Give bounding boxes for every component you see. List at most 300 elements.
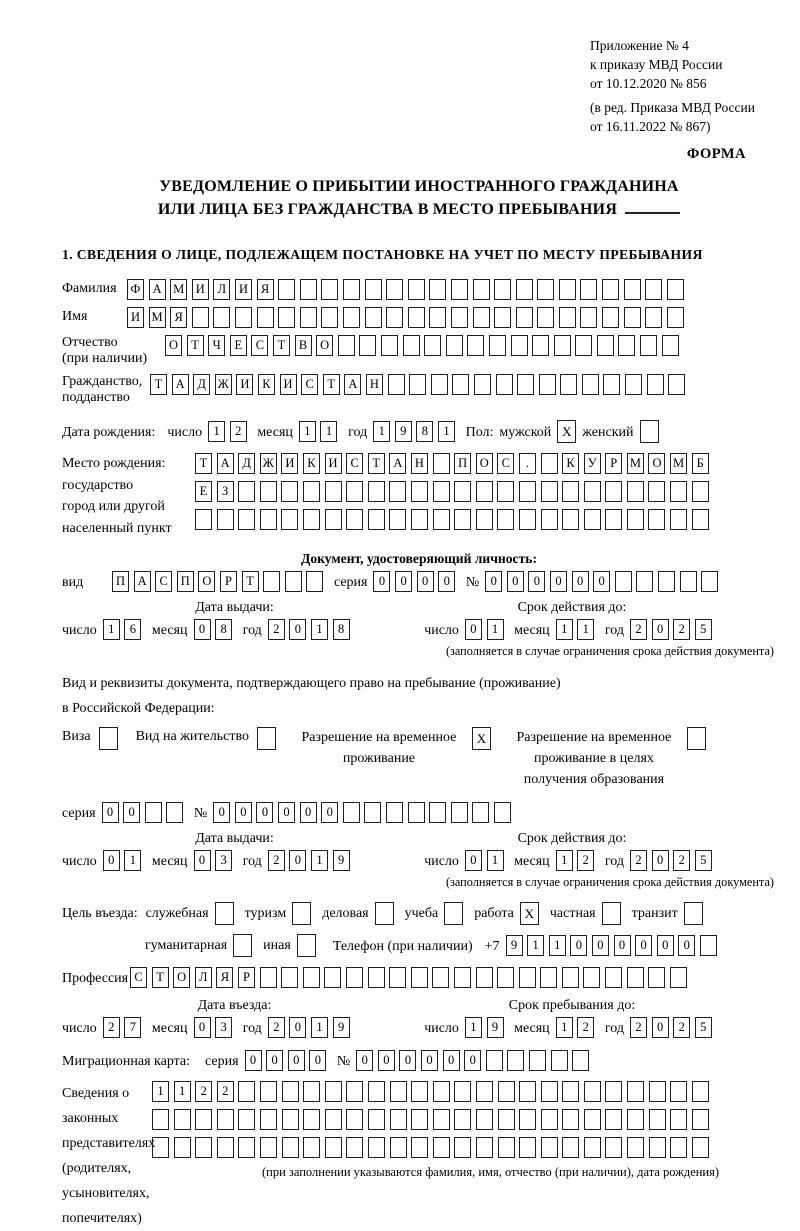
char-cell[interactable]: 0: [507, 571, 524, 592]
char-cell[interactable]: [433, 1109, 450, 1130]
char-cell[interactable]: [238, 1081, 255, 1102]
char-cell[interactable]: 1: [311, 619, 328, 640]
char-cell[interactable]: [692, 1109, 709, 1130]
char-cell[interactable]: [260, 1109, 277, 1130]
char-cell[interactable]: А: [389, 453, 406, 474]
char-cell[interactable]: [473, 307, 490, 328]
char-cell[interactable]: А: [149, 279, 166, 300]
char-cell[interactable]: [615, 571, 632, 592]
sex-male-checkbox[interactable]: X: [557, 420, 576, 443]
char-cell[interactable]: [195, 509, 212, 530]
char-cell[interactable]: [390, 1081, 407, 1102]
char-cell[interactable]: [346, 481, 363, 502]
char-cell[interactable]: Д: [238, 453, 255, 474]
char-cell[interactable]: [303, 509, 320, 530]
char-cell[interactable]: 2: [673, 850, 690, 871]
char-cell[interactable]: 1: [124, 850, 141, 871]
char-cell[interactable]: К: [562, 453, 579, 474]
char-cell[interactable]: 9: [487, 1017, 504, 1038]
char-cell[interactable]: С: [155, 571, 172, 592]
char-cell[interactable]: [618, 335, 635, 356]
char-cell[interactable]: 9: [333, 1017, 350, 1038]
char-cell[interactable]: Т: [368, 453, 385, 474]
char-cell[interactable]: [494, 802, 511, 823]
char-cell[interactable]: 5: [695, 850, 712, 871]
char-cell[interactable]: 0: [395, 571, 412, 592]
char-cell[interactable]: [541, 481, 558, 502]
char-cell[interactable]: [454, 1109, 471, 1130]
char-cell[interactable]: [605, 1109, 622, 1130]
char-cell[interactable]: [519, 1137, 536, 1158]
char-cell[interactable]: 0: [443, 1050, 460, 1071]
char-cell[interactable]: 0: [288, 1050, 305, 1071]
char-cell[interactable]: А: [134, 571, 151, 592]
char-cell[interactable]: [572, 1050, 589, 1071]
sex-female-checkbox[interactable]: [640, 420, 659, 443]
char-cell[interactable]: М: [149, 307, 166, 328]
char-cell[interactable]: [152, 1137, 169, 1158]
char-cell[interactable]: [411, 509, 428, 530]
char-cell[interactable]: [575, 335, 592, 356]
char-cell[interactable]: [411, 1109, 428, 1130]
char-cell[interactable]: [584, 1081, 601, 1102]
char-cell[interactable]: [529, 1050, 546, 1071]
char-cell[interactable]: [627, 1137, 644, 1158]
char-cell[interactable]: 0: [464, 1050, 481, 1071]
char-cell[interactable]: [645, 279, 662, 300]
char-cell[interactable]: 0: [652, 850, 669, 871]
char-cell[interactable]: [260, 1081, 277, 1102]
char-cell[interactable]: [454, 481, 471, 502]
char-cell[interactable]: [257, 307, 274, 328]
char-cell[interactable]: [429, 802, 446, 823]
char-cell[interactable]: О: [476, 453, 493, 474]
char-cell[interactable]: [692, 1137, 709, 1158]
char-cell[interactable]: [476, 967, 493, 988]
char-cell[interactable]: 2: [217, 1081, 234, 1102]
char-cell[interactable]: [390, 1137, 407, 1158]
char-cell[interactable]: [408, 279, 425, 300]
char-cell[interactable]: [368, 1081, 385, 1102]
char-cell[interactable]: 0: [465, 850, 482, 871]
char-cell[interactable]: Я: [170, 307, 187, 328]
char-cell[interactable]: [386, 307, 403, 328]
char-cell[interactable]: [494, 307, 511, 328]
char-cell[interactable]: [562, 1137, 579, 1158]
char-cell[interactable]: 8: [416, 421, 433, 442]
char-cell[interactable]: [649, 1109, 666, 1130]
char-cell[interactable]: [433, 481, 450, 502]
char-cell[interactable]: [300, 307, 317, 328]
char-cell[interactable]: А: [172, 374, 189, 395]
char-cell[interactable]: И: [280, 374, 297, 395]
char-cell[interactable]: [539, 374, 556, 395]
char-cell[interactable]: 0: [614, 935, 631, 956]
char-cell[interactable]: [627, 967, 644, 988]
char-cell[interactable]: И: [235, 279, 252, 300]
char-cell[interactable]: [667, 279, 684, 300]
char-cell[interactable]: [602, 307, 619, 328]
char-cell[interactable]: 0: [678, 935, 695, 956]
char-cell[interactable]: [489, 335, 506, 356]
char-cell[interactable]: [494, 279, 511, 300]
char-cell[interactable]: [497, 509, 514, 530]
char-cell[interactable]: [451, 279, 468, 300]
char-cell[interactable]: [582, 374, 599, 395]
char-cell[interactable]: [519, 509, 536, 530]
char-cell[interactable]: 0: [550, 571, 567, 592]
char-cell[interactable]: Т: [242, 571, 259, 592]
char-cell[interactable]: [454, 1137, 471, 1158]
char-cell[interactable]: Д: [193, 374, 210, 395]
char-cell[interactable]: И: [127, 307, 144, 328]
char-cell[interactable]: [647, 374, 664, 395]
char-cell[interactable]: [217, 509, 234, 530]
char-cell[interactable]: 0: [652, 1017, 669, 1038]
char-cell[interactable]: [365, 279, 382, 300]
char-cell[interactable]: [517, 374, 534, 395]
char-cell[interactable]: [213, 307, 230, 328]
char-cell[interactable]: 0: [356, 1050, 373, 1071]
char-cell[interactable]: [429, 307, 446, 328]
char-cell[interactable]: [424, 335, 441, 356]
char-cell[interactable]: [519, 967, 536, 988]
char-cell[interactable]: [516, 307, 533, 328]
char-cell[interactable]: 0: [373, 571, 390, 592]
char-cell[interactable]: [498, 1081, 515, 1102]
char-cell[interactable]: [411, 481, 428, 502]
char-cell[interactable]: [303, 1081, 320, 1102]
char-cell[interactable]: [560, 374, 577, 395]
purpose-tourism-checkbox[interactable]: [292, 902, 311, 925]
char-cell[interactable]: [452, 374, 469, 395]
char-cell[interactable]: 2: [630, 850, 647, 871]
char-cell[interactable]: 0: [235, 802, 252, 823]
char-cell[interactable]: 0: [102, 802, 119, 823]
char-cell[interactable]: [605, 481, 622, 502]
char-cell[interactable]: [346, 509, 363, 530]
char-cell[interactable]: [507, 1050, 524, 1071]
char-cell[interactable]: [627, 509, 644, 530]
char-cell[interactable]: 1: [299, 421, 316, 442]
char-cell[interactable]: [496, 374, 513, 395]
char-cell[interactable]: С: [251, 335, 268, 356]
char-cell[interactable]: Ф: [127, 279, 144, 300]
char-cell[interactable]: 1: [320, 421, 337, 442]
char-cell[interactable]: [321, 307, 338, 328]
char-cell[interactable]: [476, 1081, 493, 1102]
purpose-private-checkbox[interactable]: [602, 902, 621, 925]
char-cell[interactable]: 0: [438, 571, 455, 592]
char-cell[interactable]: [260, 1137, 277, 1158]
char-cell[interactable]: [648, 967, 665, 988]
char-cell[interactable]: [532, 335, 549, 356]
char-cell[interactable]: 2: [103, 1017, 120, 1038]
char-cell[interactable]: [278, 307, 295, 328]
char-cell[interactable]: Б: [692, 453, 709, 474]
char-cell[interactable]: Я: [216, 967, 233, 988]
char-cell[interactable]: 0: [528, 571, 545, 592]
purpose-business-checkbox[interactable]: [375, 902, 394, 925]
purpose-humanitarian-checkbox[interactable]: [233, 934, 252, 957]
char-cell[interactable]: 0: [213, 802, 230, 823]
char-cell[interactable]: Р: [220, 571, 237, 592]
char-cell[interactable]: С: [130, 967, 147, 988]
char-cell[interactable]: 8: [215, 619, 232, 640]
char-cell[interactable]: 7: [124, 1017, 141, 1038]
char-cell[interactable]: П: [112, 571, 129, 592]
char-cell[interactable]: [433, 453, 450, 474]
char-cell[interactable]: [516, 279, 533, 300]
char-cell[interactable]: Р: [238, 967, 255, 988]
char-cell[interactable]: 1: [152, 1081, 169, 1102]
char-cell[interactable]: С: [497, 453, 514, 474]
char-cell[interactable]: И: [325, 453, 342, 474]
char-cell[interactable]: [658, 571, 675, 592]
char-cell[interactable]: [381, 335, 398, 356]
char-cell[interactable]: 3: [215, 1017, 232, 1038]
char-cell[interactable]: 0: [300, 802, 317, 823]
char-cell[interactable]: Т: [187, 335, 204, 356]
char-cell[interactable]: [238, 509, 255, 530]
char-cell[interactable]: [519, 481, 536, 502]
char-cell[interactable]: [454, 967, 471, 988]
char-cell[interactable]: [285, 571, 302, 592]
char-cell[interactable]: А: [344, 374, 361, 395]
char-cell[interactable]: [476, 1109, 493, 1130]
char-cell[interactable]: [701, 571, 718, 592]
char-cell[interactable]: [551, 1050, 568, 1071]
char-cell[interactable]: [519, 1109, 536, 1130]
char-cell[interactable]: [364, 802, 381, 823]
char-cell[interactable]: [605, 967, 622, 988]
char-cell[interactable]: [166, 802, 183, 823]
char-cell[interactable]: [303, 1137, 320, 1158]
char-cell[interactable]: 0: [657, 935, 674, 956]
char-cell[interactable]: [281, 967, 298, 988]
char-cell[interactable]: 0: [256, 802, 273, 823]
char-cell[interactable]: [559, 279, 576, 300]
char-cell[interactable]: [554, 335, 571, 356]
char-cell[interactable]: [562, 1081, 579, 1102]
char-cell[interactable]: Ж: [215, 374, 232, 395]
char-cell[interactable]: [541, 1081, 558, 1102]
char-cell[interactable]: В: [295, 335, 312, 356]
char-cell[interactable]: [152, 1109, 169, 1130]
char-cell[interactable]: [343, 279, 360, 300]
char-cell[interactable]: 0: [103, 850, 120, 871]
char-cell[interactable]: [580, 307, 597, 328]
char-cell[interactable]: [408, 307, 425, 328]
char-cell[interactable]: К: [303, 453, 320, 474]
char-cell[interactable]: [670, 1137, 687, 1158]
char-cell[interactable]: [692, 481, 709, 502]
char-cell[interactable]: [649, 1081, 666, 1102]
char-cell[interactable]: [429, 279, 446, 300]
char-cell[interactable]: [473, 279, 490, 300]
char-cell[interactable]: [325, 1109, 342, 1130]
char-cell[interactable]: [540, 967, 557, 988]
char-cell[interactable]: Т: [273, 335, 290, 356]
char-cell[interactable]: [692, 1081, 709, 1102]
char-cell[interactable]: И: [236, 374, 253, 395]
char-cell[interactable]: О: [173, 967, 190, 988]
char-cell[interactable]: [559, 307, 576, 328]
char-cell[interactable]: [282, 1081, 299, 1102]
char-cell[interactable]: 0: [309, 1050, 326, 1071]
char-cell[interactable]: [368, 509, 385, 530]
char-cell[interactable]: М: [627, 453, 644, 474]
char-cell[interactable]: 1: [487, 619, 504, 640]
char-cell[interactable]: 2: [268, 1017, 285, 1038]
char-cell[interactable]: Е: [230, 335, 247, 356]
char-cell[interactable]: [235, 307, 252, 328]
char-cell[interactable]: [486, 1050, 503, 1071]
char-cell[interactable]: [324, 967, 341, 988]
char-cell[interactable]: [624, 307, 641, 328]
char-cell[interactable]: Ч: [208, 335, 225, 356]
char-cell[interactable]: 3: [215, 850, 232, 871]
char-cell[interactable]: [325, 509, 342, 530]
char-cell[interactable]: [476, 1137, 493, 1158]
char-cell[interactable]: П: [177, 571, 194, 592]
char-cell[interactable]: 9: [395, 421, 412, 442]
char-cell[interactable]: 2: [230, 421, 247, 442]
char-cell[interactable]: [346, 967, 363, 988]
char-cell[interactable]: [368, 967, 385, 988]
char-cell[interactable]: О: [648, 453, 665, 474]
char-cell[interactable]: [174, 1137, 191, 1158]
char-cell[interactable]: [303, 1109, 320, 1130]
char-cell[interactable]: [670, 481, 687, 502]
char-cell[interactable]: 1: [556, 850, 573, 871]
char-cell[interactable]: [281, 509, 298, 530]
char-cell[interactable]: [278, 279, 295, 300]
char-cell[interactable]: [537, 307, 554, 328]
char-cell[interactable]: [597, 335, 614, 356]
char-cell[interactable]: 1: [103, 619, 120, 640]
char-cell[interactable]: И: [281, 453, 298, 474]
char-cell[interactable]: [562, 967, 579, 988]
char-cell[interactable]: [411, 967, 428, 988]
char-cell[interactable]: А: [217, 453, 234, 474]
char-cell[interactable]: [680, 571, 697, 592]
char-cell[interactable]: [368, 481, 385, 502]
char-cell[interactable]: [580, 279, 597, 300]
char-cell[interactable]: 0: [123, 802, 140, 823]
option-residence-permit-checkbox[interactable]: [257, 727, 276, 750]
char-cell[interactable]: 0: [593, 571, 610, 592]
char-cell[interactable]: Т: [195, 453, 212, 474]
char-cell[interactable]: [195, 1109, 212, 1130]
char-cell[interactable]: 1: [311, 850, 328, 871]
char-cell[interactable]: С: [346, 453, 363, 474]
char-cell[interactable]: 5: [695, 619, 712, 640]
char-cell[interactable]: [627, 481, 644, 502]
char-cell[interactable]: [668, 374, 685, 395]
char-cell[interactable]: [605, 1081, 622, 1102]
char-cell[interactable]: 1: [465, 1017, 482, 1038]
char-cell[interactable]: [645, 307, 662, 328]
char-cell[interactable]: [238, 1109, 255, 1130]
purpose-study-checkbox[interactable]: [444, 902, 463, 925]
char-cell[interactable]: [368, 1109, 385, 1130]
char-cell[interactable]: 1: [487, 850, 504, 871]
char-cell[interactable]: [670, 509, 687, 530]
char-cell[interactable]: [343, 802, 360, 823]
char-cell[interactable]: 0: [421, 1050, 438, 1071]
char-cell[interactable]: [605, 1137, 622, 1158]
char-cell[interactable]: Ж: [260, 453, 277, 474]
char-cell[interactable]: 0: [194, 850, 211, 871]
char-cell[interactable]: [649, 1137, 666, 1158]
char-cell[interactable]: [403, 335, 420, 356]
char-cell[interactable]: [602, 279, 619, 300]
char-cell[interactable]: П: [454, 453, 471, 474]
char-cell[interactable]: И: [192, 279, 209, 300]
char-cell[interactable]: 0: [289, 850, 306, 871]
char-cell[interactable]: [624, 279, 641, 300]
char-cell[interactable]: [627, 1109, 644, 1130]
char-cell[interactable]: [260, 481, 277, 502]
char-cell[interactable]: [325, 1081, 342, 1102]
char-cell[interactable]: Е: [195, 481, 212, 502]
char-cell[interactable]: 0: [245, 1050, 262, 1071]
char-cell[interactable]: 0: [289, 619, 306, 640]
char-cell[interactable]: .: [519, 453, 536, 474]
char-cell[interactable]: [346, 1081, 363, 1102]
char-cell[interactable]: 2: [268, 619, 285, 640]
option-temp-residence-checkbox[interactable]: X: [472, 727, 491, 750]
char-cell[interactable]: 9: [506, 935, 523, 956]
char-cell[interactable]: 0: [572, 571, 589, 592]
char-cell[interactable]: [541, 1109, 558, 1130]
char-cell[interactable]: [346, 1137, 363, 1158]
char-cell[interactable]: 2: [673, 1017, 690, 1038]
char-cell[interactable]: [667, 307, 684, 328]
char-cell[interactable]: М: [670, 453, 687, 474]
char-cell[interactable]: [368, 1137, 385, 1158]
char-cell[interactable]: С: [301, 374, 318, 395]
char-cell[interactable]: [625, 374, 642, 395]
char-cell[interactable]: 9: [333, 850, 350, 871]
char-cell[interactable]: 0: [321, 802, 338, 823]
char-cell[interactable]: О: [198, 571, 215, 592]
char-cell[interactable]: [260, 967, 277, 988]
char-cell[interactable]: [192, 307, 209, 328]
purpose-transit-checkbox[interactable]: [684, 902, 703, 925]
char-cell[interactable]: [605, 509, 622, 530]
char-cell[interactable]: 0: [635, 935, 652, 956]
char-cell[interactable]: Т: [152, 967, 169, 988]
char-cell[interactable]: [648, 509, 665, 530]
char-cell[interactable]: [498, 1109, 515, 1130]
char-cell[interactable]: 2: [195, 1081, 212, 1102]
char-cell[interactable]: Т: [323, 374, 340, 395]
char-cell[interactable]: [303, 481, 320, 502]
char-cell[interactable]: [451, 802, 468, 823]
char-cell[interactable]: [145, 802, 162, 823]
char-cell[interactable]: К: [258, 374, 275, 395]
char-cell[interactable]: [562, 481, 579, 502]
char-cell[interactable]: [389, 481, 406, 502]
char-cell[interactable]: [467, 335, 484, 356]
char-cell[interactable]: [325, 481, 342, 502]
char-cell[interactable]: [454, 1081, 471, 1102]
char-cell[interactable]: 1: [438, 421, 455, 442]
char-cell[interactable]: [584, 1137, 601, 1158]
char-cell[interactable]: 8: [333, 619, 350, 640]
